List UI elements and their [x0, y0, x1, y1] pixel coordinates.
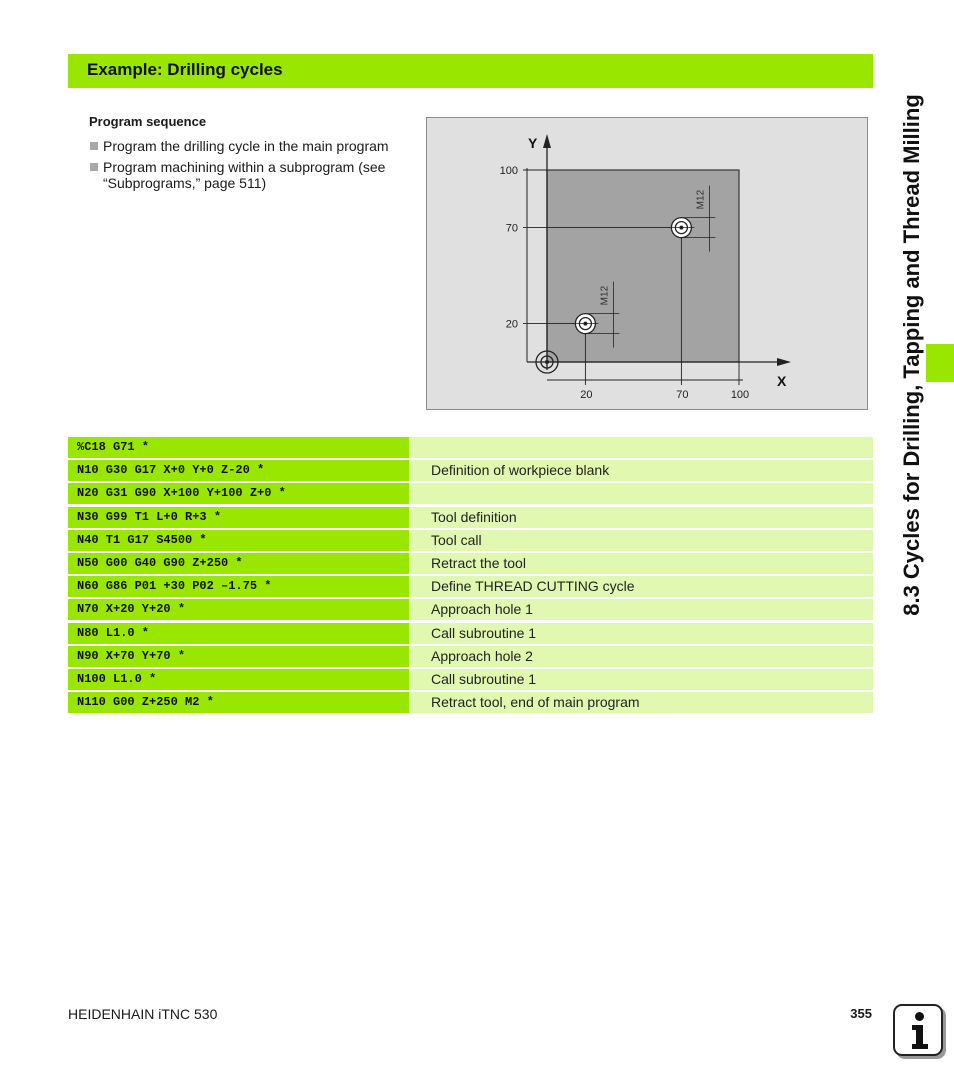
table-row [68, 599, 873, 620]
thread-size-label: M12 [695, 189, 707, 210]
table-row [68, 553, 873, 574]
table-row [68, 576, 873, 597]
chapter-tab-marker [926, 344, 954, 382]
nc-code-cell: N50 G00 G40 G90 Z+250 * [68, 553, 409, 574]
info-icon-stem [911, 1025, 929, 1049]
nc-code-cell: N100 L1.0 * [68, 669, 409, 690]
section-header-bar [68, 54, 873, 88]
bullet-item [89, 138, 409, 154]
table-row [68, 507, 873, 528]
nc-code-cell: N30 G99 T1 L+0 R+3 * [68, 507, 409, 528]
table-row [68, 460, 873, 481]
table-row [68, 530, 873, 551]
table-row [68, 669, 873, 690]
program-listing-table [68, 437, 873, 715]
description-cell: Define THREAD CUTTING cycle [409, 576, 873, 597]
nc-code-cell: N60 G86 P01 +30 P02 –1.75 * [68, 576, 409, 597]
description-cell: Call subroutine 1 [409, 669, 873, 690]
x-tick-label: 70 [676, 389, 689, 401]
y-tick-label: 100 [499, 165, 518, 177]
nc-code-cell: N40 T1 G17 S4500 * [68, 530, 409, 551]
description-cell: Retract tool, end of main program [409, 692, 873, 713]
y-tick-label: 20 [505, 318, 518, 331]
nc-code-cell: N90 X+70 Y+70 * [68, 646, 409, 667]
section-title: Example: Drilling cycles [87, 60, 283, 79]
description-cell: Tool call [409, 530, 873, 551]
bullet-text: Program machining within a subprogram (see “Subprograms,” page 511) [103, 159, 386, 191]
table-row [68, 483, 873, 504]
bullet-square-icon [90, 163, 98, 171]
nc-code-cell: N80 L1.0 * [68, 623, 409, 644]
table-row [68, 437, 873, 458]
program-sequence-heading: Program sequence [89, 114, 207, 129]
nc-code-cell: N110 G00 Z+250 M2 * [68, 692, 409, 713]
page-number: 355 [850, 1006, 872, 1021]
table-row [68, 623, 873, 644]
diagram-canvas [427, 118, 869, 411]
description-cell: Approach hole 1 [409, 599, 873, 620]
origin-dot [545, 360, 549, 364]
y-tick-label: 70 [505, 222, 518, 235]
x-tick-label: 20 [580, 389, 593, 401]
description-cell: Retract the tool [409, 553, 873, 574]
description-cell [409, 483, 873, 504]
description-cell: Call subroutine 1 [409, 623, 873, 644]
bullet-item [89, 159, 409, 191]
footer-product-name: HEIDENHAIN iTNC 530 [68, 1006, 218, 1022]
chapter-side-title-text: 8.3 Cycles for Drilling, Tapping and Thread Milling [899, 94, 924, 616]
x-axis-arrow-icon [777, 358, 791, 366]
workpiece-blank [547, 170, 739, 362]
table-row [68, 692, 873, 713]
info-icon [893, 1004, 943, 1056]
nc-code-cell: %C18 G71 * [68, 437, 409, 458]
y-axis-label: Y [528, 135, 538, 151]
drilling-diagram [426, 117, 868, 410]
bullet-square-icon [90, 142, 98, 150]
bullet-text: Program the drilling cycle in the main program [103, 138, 389, 154]
description-cell: Approach hole 2 [409, 646, 873, 667]
table-row [68, 646, 873, 667]
x-axis-label: X [777, 373, 787, 389]
y-axis-arrow-icon [543, 134, 551, 148]
description-cell: Tool definition [409, 507, 873, 528]
nc-code-cell: N10 G30 G17 X+0 Y+0 Z-20 * [68, 460, 409, 481]
x-tick-label: 100 [730, 389, 750, 401]
info-icon-dot [915, 1012, 924, 1021]
bullet-list [89, 138, 409, 196]
description-cell [409, 437, 873, 458]
nc-code-cell: N70 X+20 Y+20 * [68, 599, 409, 620]
nc-code-cell: N20 G31 G90 X+100 Y+100 Z+0 * [68, 483, 409, 504]
description-cell: Definition of workpiece blank [409, 460, 873, 481]
thread-size-label: M12 [599, 285, 611, 306]
